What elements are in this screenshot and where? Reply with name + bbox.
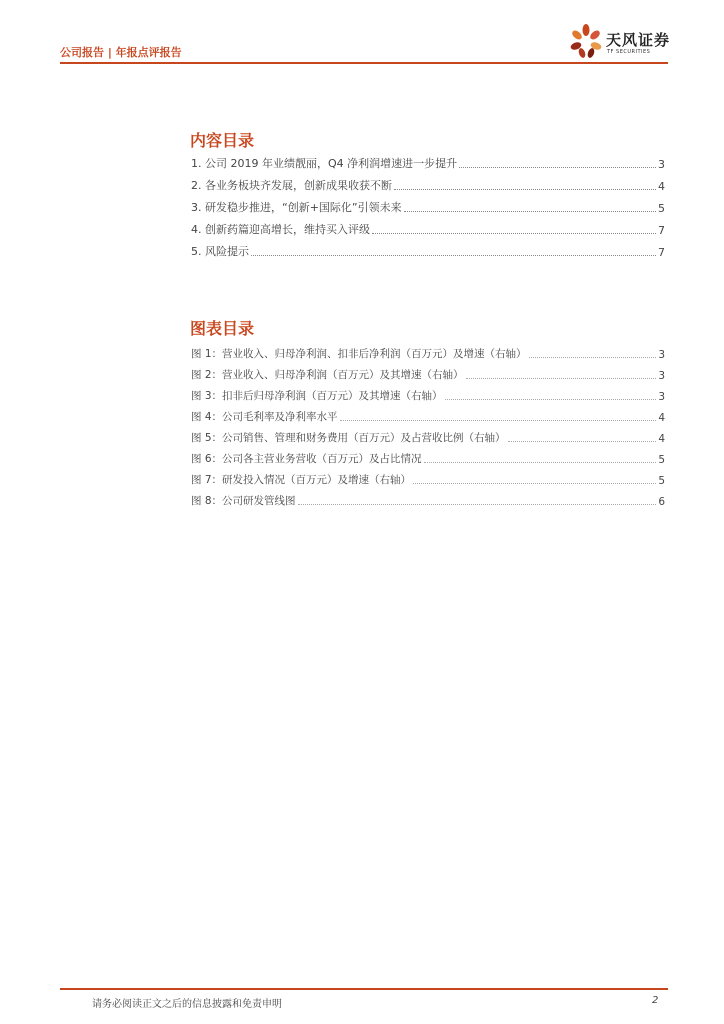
figure-item-page: 4 bbox=[658, 433, 665, 445]
report-breadcrumb: 公司报告 | 年报点评报告 bbox=[60, 46, 182, 59]
toc-leader-dots bbox=[459, 167, 656, 168]
toc-leader-dots bbox=[466, 378, 657, 379]
toc-leader-dots bbox=[394, 189, 656, 190]
page-number: 2 bbox=[652, 995, 659, 1006]
footer-divider bbox=[60, 988, 668, 990]
figure-item[interactable] bbox=[191, 472, 665, 487]
figure-item[interactable] bbox=[191, 451, 665, 466]
toc-leader-dots bbox=[413, 483, 656, 484]
toc-leader-dots bbox=[340, 420, 657, 421]
toc-item-page: 7 bbox=[658, 224, 665, 237]
figure-item-page: 4 bbox=[658, 412, 665, 424]
toc-item[interactable] bbox=[191, 155, 665, 171]
figure-item[interactable] bbox=[191, 388, 665, 403]
figure-item-label: 图 4：公司毛利率及净利率水平 bbox=[191, 411, 338, 423]
figure-item-page: 3 bbox=[658, 349, 665, 361]
toc-leader-dots bbox=[445, 399, 657, 400]
figure-item-label: 图 5：公司销售、管理和财务费用（百万元）及占营收比例（右轴） bbox=[191, 432, 506, 444]
figure-item-page: 3 bbox=[658, 370, 665, 382]
figure-item-label: 图 7：研发投入情况（百万元）及增速（右轴） bbox=[191, 474, 412, 486]
toc-leader-dots bbox=[508, 441, 657, 442]
figure-item[interactable] bbox=[191, 367, 665, 382]
footer-disclaimer: 请务必阅读正文之后的信息披露和免责申明 bbox=[92, 999, 282, 1010]
toc-item-page: 7 bbox=[658, 246, 665, 259]
figure-item-label: 图 1：营业收入、归母净利润、扣非后净利润（百万元）及增速（右轴） bbox=[191, 348, 527, 360]
figure-item[interactable] bbox=[191, 430, 665, 445]
figure-item-label: 图 8：公司研发管线图 bbox=[191, 495, 296, 507]
toc-leader-dots bbox=[529, 357, 657, 358]
header-divider bbox=[60, 62, 668, 64]
toc-leader-dots bbox=[372, 233, 656, 234]
toc-item-label: 2. 各业务板块齐发展，创新成果收获不断 bbox=[191, 179, 392, 192]
figure-item-page: 5 bbox=[658, 454, 665, 466]
toc-leader-dots bbox=[298, 504, 657, 505]
figure-item[interactable] bbox=[191, 346, 665, 361]
figure-item-label: 图 2：营业收入、归母净利润（百万元）及其增速（右轴） bbox=[191, 369, 464, 381]
toc-item-label: 5. 风险提示 bbox=[191, 245, 249, 258]
contents-title: 内容目录 bbox=[190, 131, 255, 150]
toc-item-page: 3 bbox=[658, 158, 665, 171]
figure-item-label: 图 3：扣非后归母净利润（百万元）及其增速（右轴） bbox=[191, 390, 443, 402]
flower-logo-icon bbox=[568, 22, 604, 62]
figure-item-page: 5 bbox=[658, 475, 665, 487]
figures-title: 图表目录 bbox=[190, 319, 255, 338]
tf-securities-logo bbox=[568, 22, 678, 62]
toc-leader-dots bbox=[404, 211, 656, 212]
figure-item[interactable] bbox=[191, 493, 665, 508]
toc-item-page: 4 bbox=[658, 180, 665, 193]
logo-subtitle: TF SECURITIES bbox=[607, 49, 651, 55]
toc-leader-dots bbox=[424, 462, 657, 463]
toc-item[interactable] bbox=[191, 177, 665, 193]
toc-item[interactable] bbox=[191, 199, 665, 215]
figure-item-page: 3 bbox=[658, 391, 665, 403]
toc-item-page: 5 bbox=[658, 202, 665, 215]
toc-item[interactable] bbox=[191, 243, 665, 259]
toc-item[interactable] bbox=[191, 221, 665, 237]
toc-item-label: 3. 研发稳步推进，“创新+国际化”引领未来 bbox=[191, 201, 402, 214]
toc-item-label: 4. 创新药篇迎高增长，维持买入评级 bbox=[191, 223, 370, 236]
toc-item-label: 1. 公司 2019 年业绩靓丽，Q4 净利润增速进一步提升 bbox=[191, 157, 458, 170]
figure-item-label: 图 6：公司各主营业务营收（百万元）及占比情况 bbox=[191, 453, 422, 465]
logo-wordmark: 天风证券 bbox=[606, 31, 671, 49]
toc-leader-dots bbox=[251, 255, 656, 256]
figure-item[interactable] bbox=[191, 409, 665, 424]
figure-item-page: 6 bbox=[658, 496, 665, 508]
